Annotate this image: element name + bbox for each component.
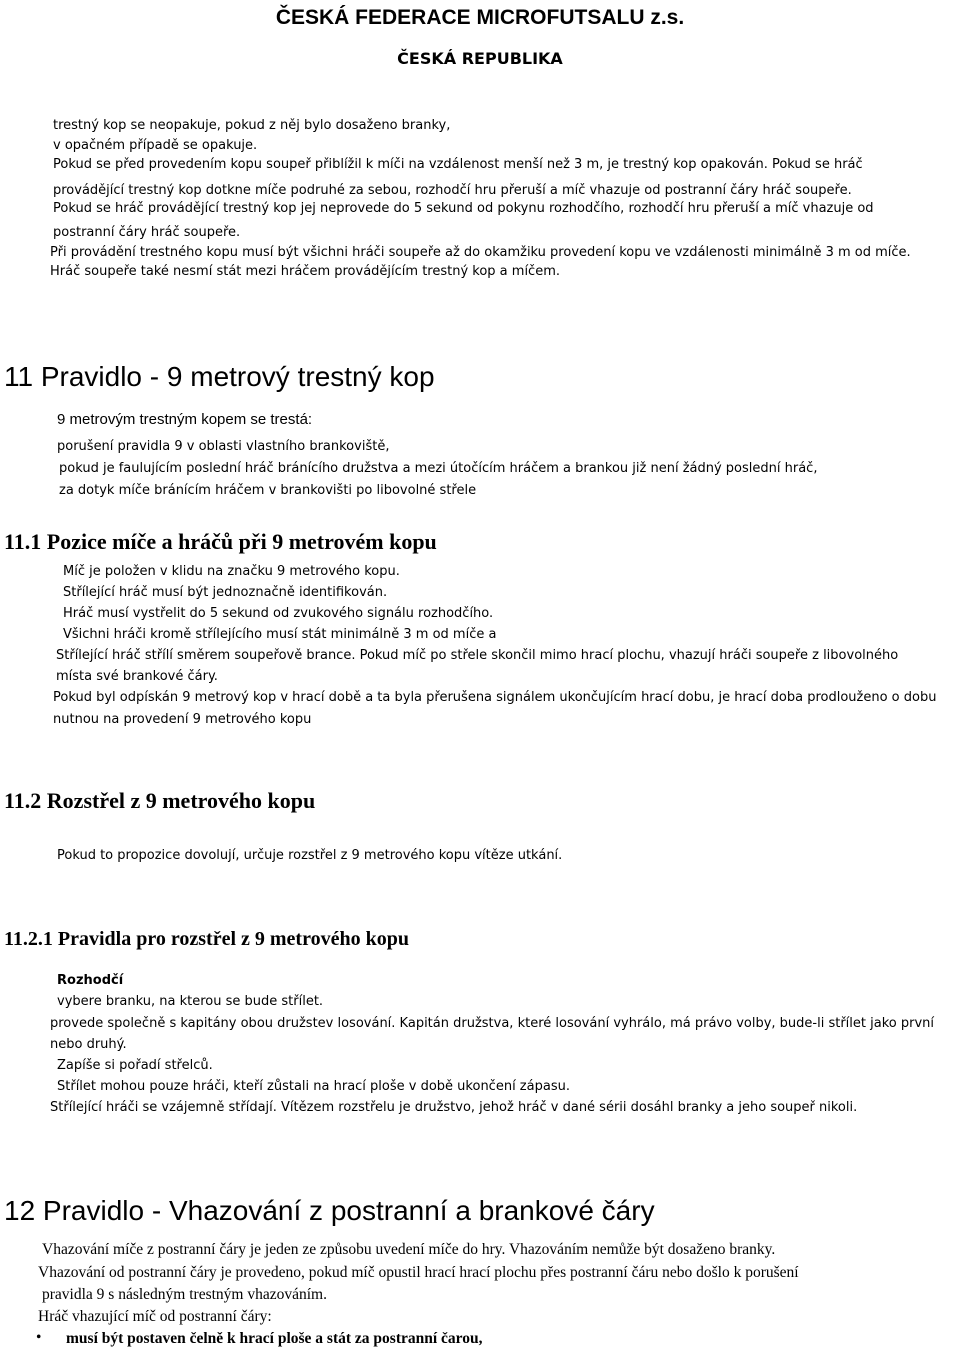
- intro-line: v opačném případě se opakuje.: [53, 138, 258, 153]
- rule-12-line: Hráč vhazující míč od postranní čáry:: [38, 1308, 272, 1325]
- rule-12-line: Vhazování míče z postranní čáry je jeden ze způsobu uvedení míče do hry. Vhazováním nemůže být dosaženo branky.: [42, 1241, 776, 1258]
- page-title: ČESKÁ FEDERACE MICROFUTSALU z.s.: [275, 6, 685, 29]
- section-11-2-1-line: vybere branku, na kterou se bude střílet.: [57, 994, 324, 1009]
- rule-12-heading: 12 Pravidlo - Vhazování z postranní a brankové čáry: [4, 1195, 655, 1226]
- section-11-1-line: nutnou na provedení 9 metrového kopu: [53, 712, 312, 727]
- rule-11-item: porušení pravidla 9 v oblasti vlastního brankoviště,: [57, 439, 390, 454]
- section-11-2-1-line: Zapíše si pořadí střelců.: [57, 1058, 213, 1073]
- intro-line: provádějící trestný kop dotkne míče podruhé za sebou, rozhodčí hru přeruší a míč vhazuje od postranní čáry hráč soupeře.: [53, 183, 852, 198]
- section-11-1-line: Střílející hráč musí být jednoznačně identifikován.: [63, 585, 388, 600]
- section-11-2-heading: 11.2 Rozstřel z 9 metrového kopu: [4, 788, 316, 813]
- intro-line: Při provádění trestného kopu musí být všichni hráči soupeře až do okamžiku provedení kopu ve vzdálenosti minimálně 3 m od míče.: [50, 245, 911, 260]
- section-11-1-line: Pokud byl odpískán 9 metrový kop v hrací době a ta byla přerušena signálem ukončujícím hrací dobu, je hrací doba prodlouženo o dobu: [53, 690, 937, 705]
- section-11-1-line: místa své brankové čáry.: [56, 669, 218, 684]
- intro-line: Pokud se hráč provádějící trestný kop jej neprovede do 5 sekund od pokynu rozhodčího, rozhodčí hru přeruší a míč vhazuje od: [53, 201, 874, 216]
- rule-12-line: Vhazování od postranní čáry je provedeno, pokud míč opustil hrací hrací plochu přes postranní čáru nebo došlo k porušení: [38, 1264, 799, 1281]
- intro-line: Hráč soupeře také nesmí stát mezi hráčem provádějícím trestný kop a míčem.: [50, 264, 560, 279]
- section-11-1-line: Hráč musí vystřelit do 5 sekund od zvukového signálu rozhodčího.: [63, 606, 494, 621]
- rule-11-item: pokud je faulujícím poslední hráč bránícího družstva a mezi útočícím hráčem a brankou již není žádný poslední hráč,: [59, 461, 818, 476]
- rule-12-bullet-item: musí být postaven čelně k hrací ploše a stát za postranní čarou,: [66, 1330, 483, 1347]
- bullet-marker: •: [36, 1329, 42, 1346]
- section-11-2-1-line: provede společně s kapitány obou družstev losování. Kapitán družstva, které losování vyhrálo, má právo volby, bude-li střílet jako první: [50, 1016, 934, 1031]
- rule-11-lead: 9 metrovým trestným kopem se trestá:: [57, 411, 313, 428]
- rule-12-line: pravidla 9 s následným trestným vhazováním.: [42, 1286, 327, 1303]
- section-11-2-1-heading: 11.2.1 Pravidla pro rozstřel z 9 metrového kopu: [4, 928, 409, 950]
- section-11-2-line: Pokud to propozice dovolují, určuje rozstřel z 9 metrového kopu vítěze utkání.: [57, 848, 563, 863]
- page-subtitle: ČESKÁ REPUBLIKA: [397, 49, 563, 68]
- rule-11-heading: 11 Pravidlo - 9 metrový trestný kop: [4, 361, 435, 392]
- section-11-2-1-line: nebo druhý.: [50, 1037, 127, 1052]
- section-11-2-1-line: Střílet mohou pouze hráči, kteří zůstali na hrací ploše v době ukončení zápasu.: [57, 1079, 570, 1094]
- section-11-1-line: Střílející hráč střílí směrem soupeřově brance. Pokud míč po střele skončil mimo hrací plochu, vhazují hráči soupeře z libovolného: [56, 648, 899, 663]
- rule-11-item: za dotyk míče bránícím hráčem v brankovišti po libovolné střele: [59, 483, 477, 498]
- section-11-2-1-line: Střílející hráči se vzájemně střídají. Vítězem rozstřelu je družstvo, jehož hráč v dané sérii dosáhl branky a jeho soupeř nikoli.: [50, 1100, 858, 1115]
- section-11-1-line: Všichni hráči kromě střílejícího musí stát minimálně 3 m od míče a: [63, 627, 497, 642]
- intro-line: trestný kop se neopakuje, pokud z něj bylo dosaženo branky,: [53, 118, 451, 133]
- section-11-2-1-line: Rozhodčí: [57, 973, 124, 988]
- intro-line: Pokud se před provedením kopu soupeř přiblížil k míči na vzdálenost menší než 3 m, je trestný kop opakován. Pokud se hráč: [53, 157, 863, 172]
- intro-line: postranní čáry hráč soupeře.: [53, 225, 241, 240]
- section-11-1-heading: 11.1 Pozice míče a hráčů při 9 metrovém kopu: [4, 529, 437, 554]
- section-11-1-line: Míč je položen v klidu na značku 9 metrového kopu.: [63, 564, 400, 579]
